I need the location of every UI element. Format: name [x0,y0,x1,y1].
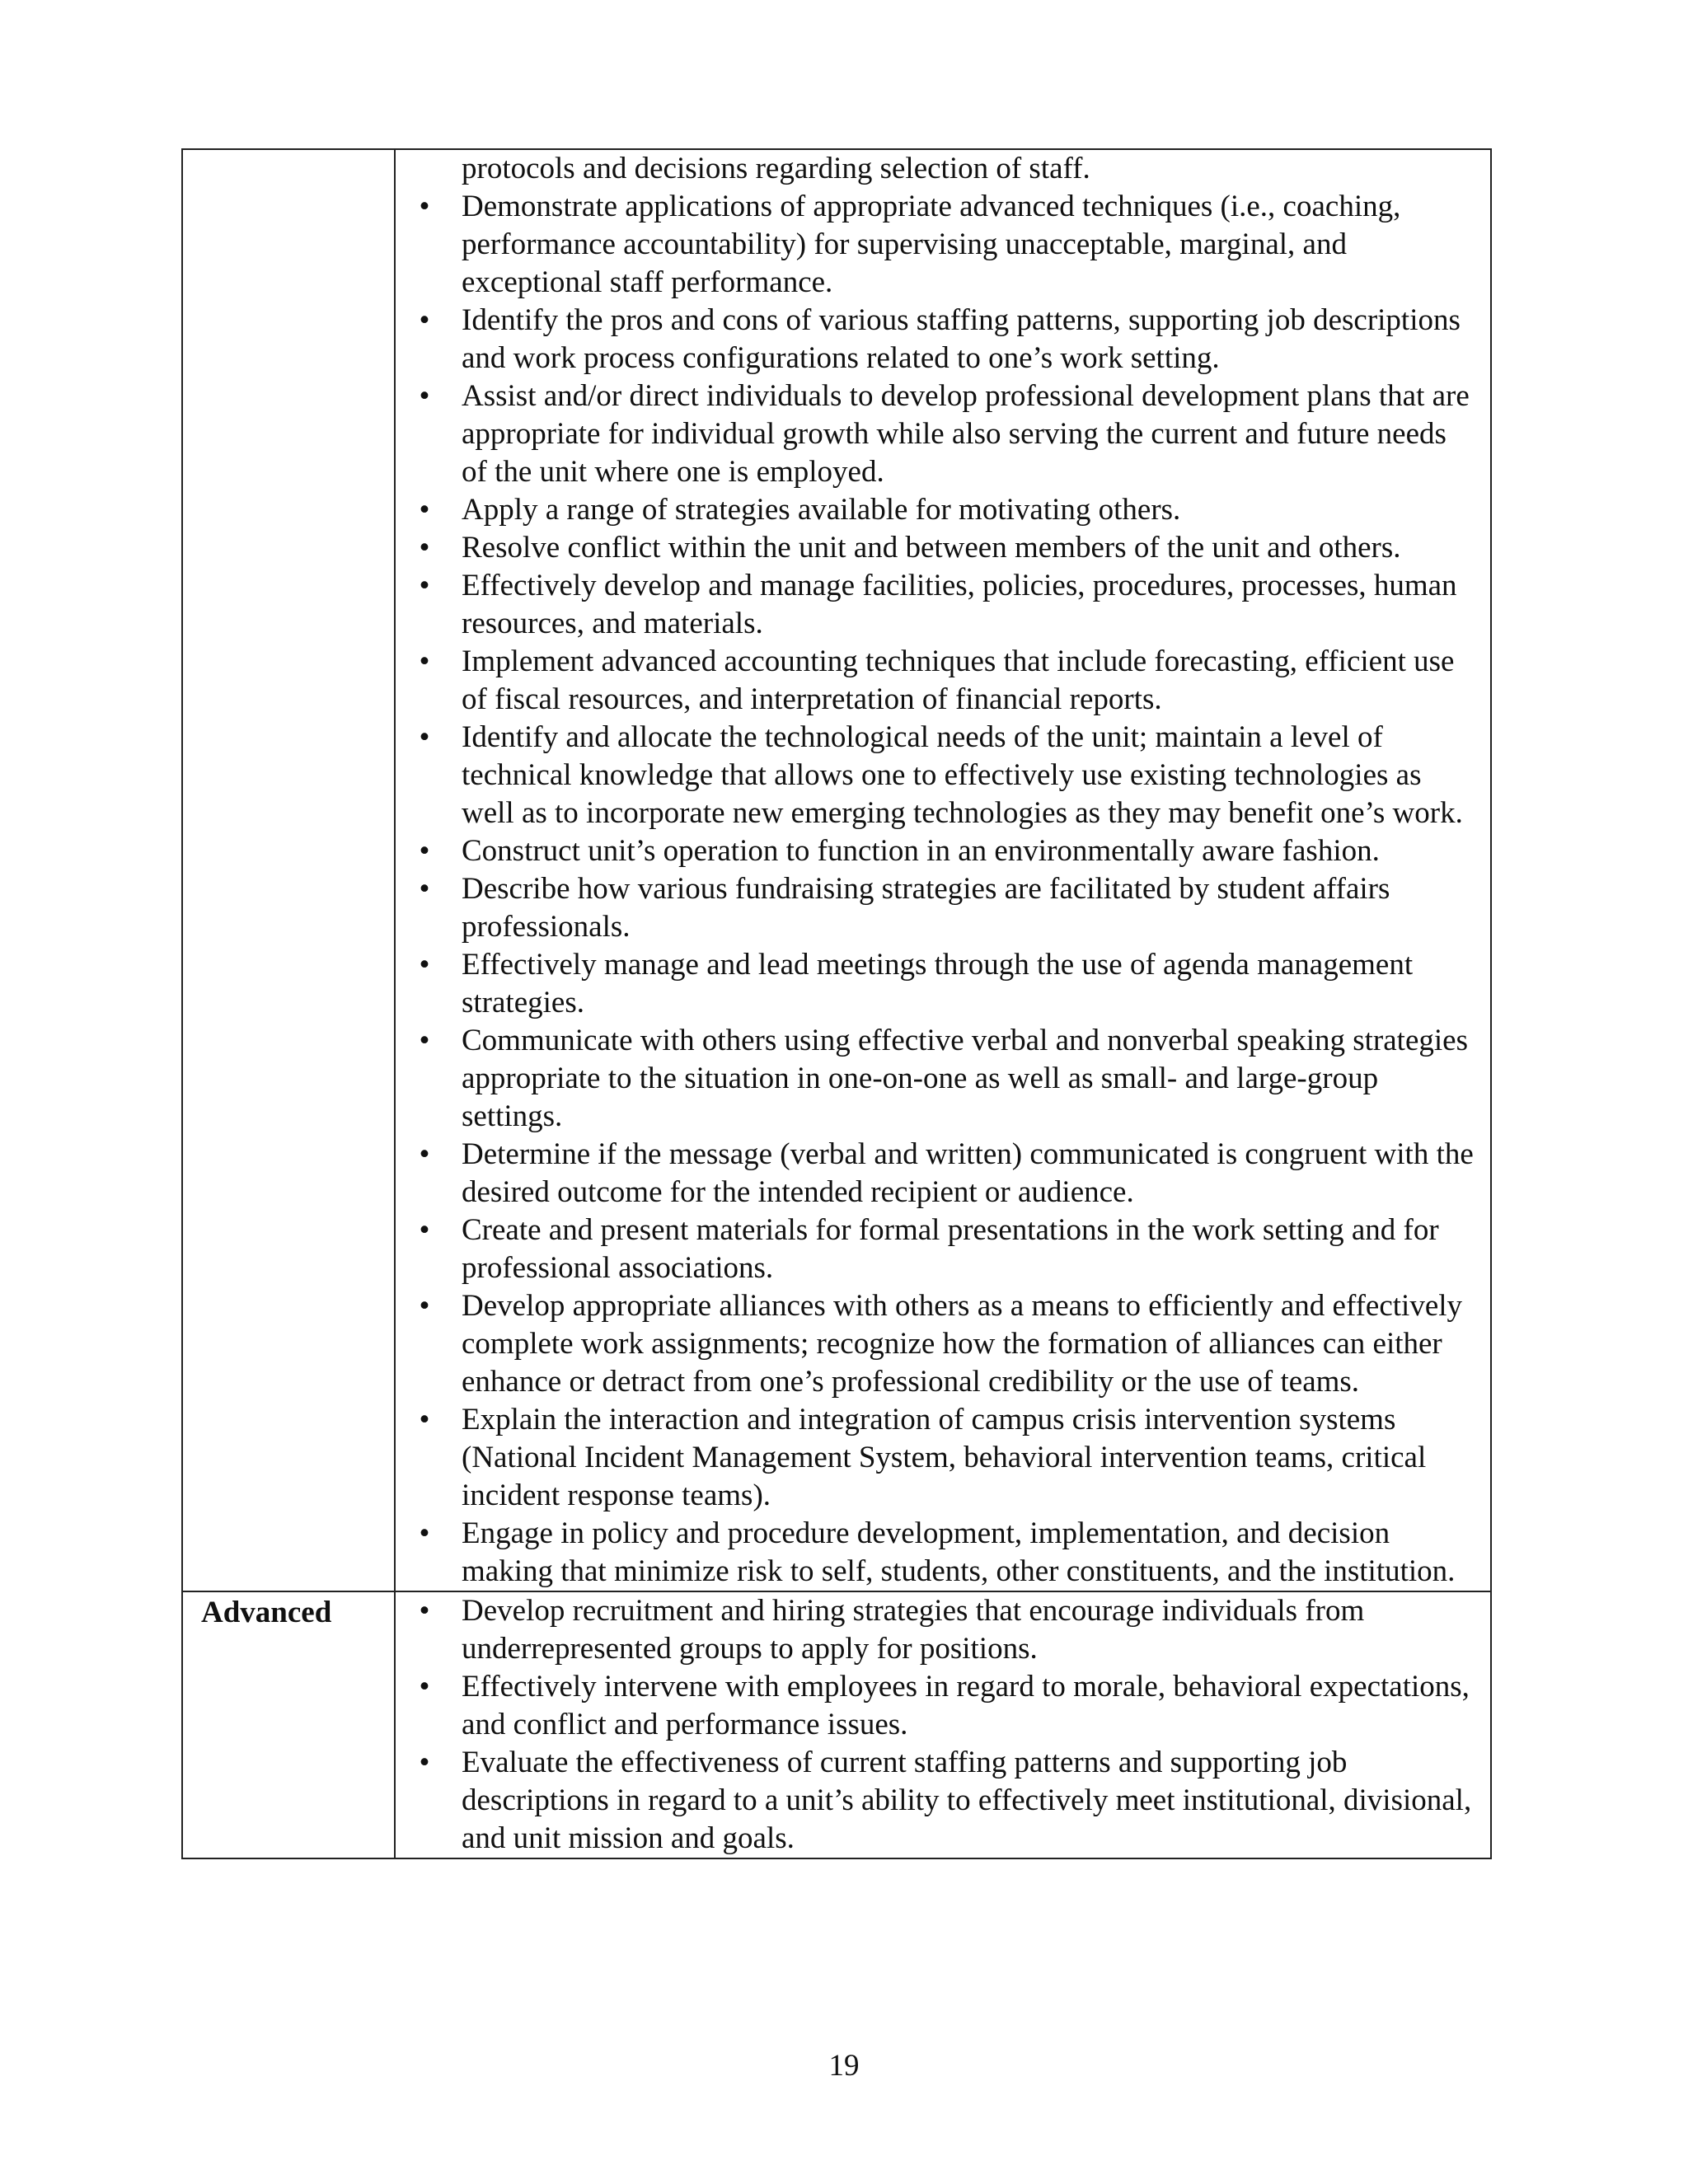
list-item [396,1287,1490,1401]
bullet-icon: • [419,1403,430,1436]
item-text: Communicate with others using effective verbal and nonverbal speaking strategies appropriate to the situation in one-on-one as well as small- and large-group settings. [462,1024,1468,1133]
list-item [396,719,1490,832]
list-item [396,1592,1490,1668]
list-item [396,491,1490,529]
bullet-icon: • [419,1594,430,1628]
list-item [396,188,1490,302]
bullet-icon: • [419,1213,430,1247]
bullet-icon: • [419,569,430,602]
list-item [396,1744,1490,1858]
level-cell [182,1591,395,1858]
bullet-icon: • [419,379,430,413]
item-text: Identify the pros and cons of various staffing patterns, supporting job descriptions and work process configurations related to one’s work setting. [462,303,1461,375]
list-item [396,529,1490,567]
item-text: Engage in policy and procedure development, implementation, and decision making that minimize risk to self, students, other constituents, and the institution. [462,1516,1456,1588]
outcomes-cell [395,149,1491,1591]
list-item-continuation [396,150,1490,188]
outcomes-cell [395,1591,1491,1858]
table-row [182,1591,1491,1858]
bullet-icon: • [419,1746,430,1779]
item-text: Demonstrate applications of appropriate advanced techniques (i.e., coaching, performance accountability) for supervising unacceptable, marginal, and exceptional staff performance. [462,190,1401,299]
list-item [396,1515,1490,1591]
bullet-icon: • [419,1289,430,1323]
bullet-icon: • [419,720,430,754]
item-text: Implement advanced accounting techniques that include forecasting, efficient use of fiscal resources, and interpretation of financial reports. [462,644,1455,716]
item-text: Construct unit’s operation to function in an environmentally aware fashion. [462,834,1380,868]
item-text: Effectively intervene with employees in regard to morale, behavioral expectations, and conflict and performance issues. [462,1670,1470,1741]
item-text: Apply a range of strategies available for motivating others. [462,493,1181,527]
item-text: Effectively develop and manage facilities, policies, procedures, processes, human resources, and materials. [462,569,1457,640]
item-text: Develop recruitment and hiring strategies that encourage individuals from underrepresented groups to apply for positions. [462,1594,1365,1666]
bullet-icon: • [419,872,430,906]
item-text: Assist and/or direct individuals to develop professional development plans that are appropriate for individual growth while also serving the current and future needs of the unit where one is employed. [462,379,1470,489]
page-number: 19 [828,2049,860,2083]
level-label-advanced: Advanced [201,1596,332,1629]
outcome-list [396,1592,1490,1858]
level-label [183,150,394,152]
list-item [396,946,1490,1022]
list-item [396,1212,1490,1287]
bullet-icon: • [419,1024,430,1057]
bullet-icon: • [419,190,430,223]
bullet-icon: • [419,303,430,337]
item-text: Effectively manage and lead meetings through the use of agenda management strategies. [462,948,1414,1019]
item-text: Evaluate the effectiveness of current staffing patterns and supporting job descriptions in regard to a unit’s ability to effectively meet institutional, divisional, and unit mission and goals. [462,1746,1472,1855]
bullet-icon: • [419,1670,430,1704]
item-text: Describe how various fundraising strategies are facilitated by student affairs professionals. [462,872,1390,944]
bullet-icon: • [419,644,430,678]
item-text: Identify and allocate the technological needs of the unit; maintain a level of technical knowledge that allows one to effectively use existing technologies as well as to incorporate new emerging technologies as they may benefit one’s work. [462,720,1463,830]
list-item [396,377,1490,491]
list-item [396,870,1490,946]
bullet-icon: • [419,531,430,565]
list-item [396,302,1490,377]
item-text: Create and present materials for formal presentations in the work setting and for professional associations. [462,1213,1439,1285]
competency-table [181,148,1492,1859]
list-item [396,567,1490,643]
list-item [396,832,1490,870]
list-item [396,1668,1490,1744]
outcome-list [396,150,1490,1591]
bullet-icon: • [419,1137,430,1171]
bullet-icon: • [419,834,430,868]
bullet-icon: • [419,948,430,982]
bullet-icon: • [419,1516,430,1550]
item-text: protocols and decisions regarding selection of staff. [462,152,1090,185]
list-item [396,1022,1490,1136]
bullet-icon: • [419,493,430,527]
table-row [182,149,1491,1591]
list-item [396,1136,1490,1212]
item-text: Resolve conflict within the unit and between members of the unit and others. [462,531,1401,565]
list-item [396,643,1490,719]
item-text: Explain the interaction and integration of campus crisis intervention systems (National Incident Management System, behavioral intervention teams, critical incident response teams). [462,1403,1427,1512]
item-text: Develop appropriate alliances with others as a means to efficiently and effectively complete work assignments; recognize how the formation of alliances can either enhance or detract from one’s professional credibility or the use of teams. [462,1289,1463,1399]
level-cell [182,149,395,1591]
item-text: Determine if the message (verbal and written) communicated is congruent with the desired outcome for the intended recipient or audience. [462,1137,1474,1209]
list-item [396,1401,1490,1515]
